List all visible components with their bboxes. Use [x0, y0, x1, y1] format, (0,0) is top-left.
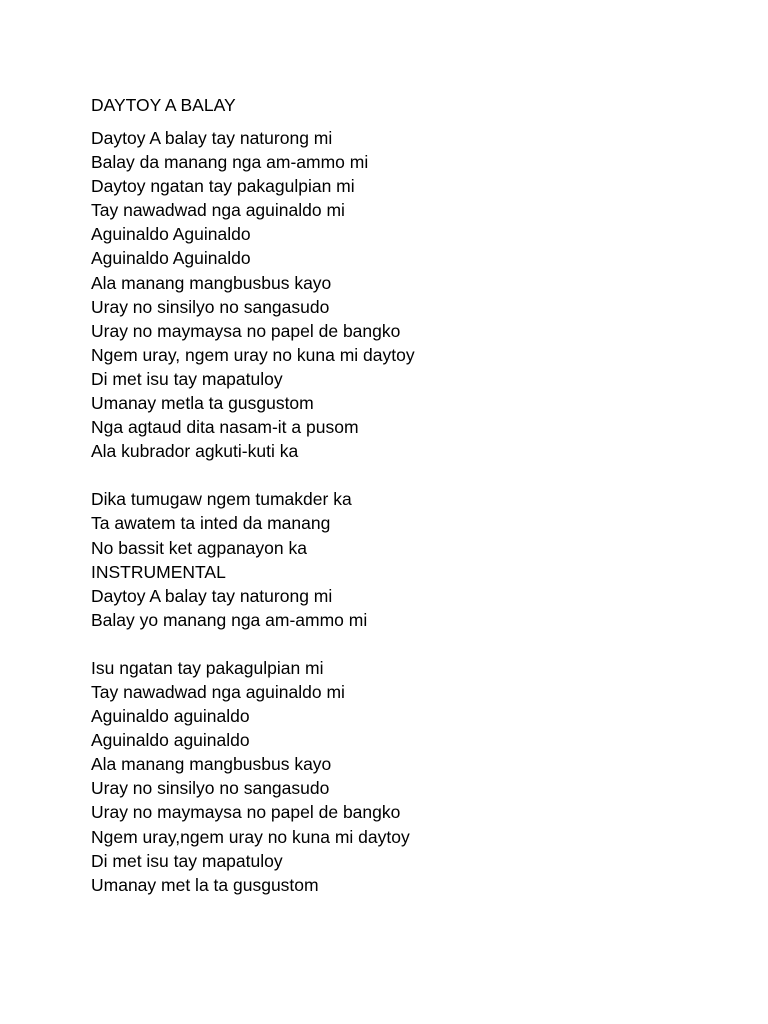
lyric-line: Balay yo manang nga am-ammo mi	[91, 609, 368, 630]
lyric-line: Dika tumugaw ngem tumakder ka	[91, 489, 352, 510]
lyric-line: Nga agtaud dita nasam-it a pusom	[91, 417, 359, 438]
lyric-line: Aguinaldo Aguinaldo	[91, 248, 251, 269]
lyric-line: Umanay met la ta gusgustom	[91, 874, 319, 895]
lyric-line: Daytoy ngatan tay pakagulpian mi	[91, 176, 355, 197]
lyric-line: Daytoy A balay tay naturong mi	[91, 585, 333, 606]
lyric-line: Ta awatem ta inted da manang	[91, 513, 331, 534]
lyric-line: No bassit ket agpanayon ka	[91, 537, 307, 558]
lyric-line: Ala kubrador agkuti-kuti ka	[91, 441, 299, 462]
lyric-line: Di met isu tay mapatuloy	[91, 368, 283, 389]
lyric-line: Ngem uray,ngem uray no kuna mi daytoy	[91, 826, 410, 847]
lyric-line: Aguinaldo aguinaldo	[91, 730, 250, 751]
lyric-line: Uray no sinsilyo no sangasudo	[91, 296, 330, 317]
lyric-line: Di met isu tay mapatuloy	[91, 850, 283, 871]
document-page	[91, 93, 711, 921]
lyric-line: Uray no maymaysa no papel de bangko	[91, 320, 401, 341]
document-title: DAYTOY A BALAY	[91, 95, 236, 115]
lyric-line: Ala manang mangbusbus kayo	[91, 754, 332, 775]
lyric-line: Tay nawadwad nga aguinaldo mi	[91, 200, 345, 221]
lyric-line: Isu ngatan tay pakagulpian mi	[91, 657, 324, 678]
stanza-1	[91, 126, 711, 463]
lyric-line: Aguinaldo Aguinaldo	[91, 224, 251, 245]
lyric-line: Umanay metla ta gusgustom	[91, 393, 314, 414]
lyric-line: Tay nawadwad nga aguinaldo mi	[91, 681, 345, 702]
section-label-instrumental: INSTRUMENTAL	[91, 561, 226, 582]
lyric-line: Uray no sinsilyo no sangasudo	[91, 778, 330, 799]
lyric-line: Ngem uray, ngem uray no kuna mi daytoy	[91, 344, 415, 365]
lyric-line: Balay da manang nga am-ammo mi	[91, 152, 369, 173]
stanza-3	[91, 656, 711, 897]
stanza-2	[91, 487, 711, 632]
lyric-line: Daytoy A balay tay naturong mi	[91, 128, 333, 148]
lyric-line: Uray no maymaysa no papel de bangko	[91, 802, 401, 823]
lyric-line: Aguinaldo aguinaldo	[91, 706, 250, 727]
lyric-line: Ala manang mangbusbus kayo	[91, 272, 332, 293]
